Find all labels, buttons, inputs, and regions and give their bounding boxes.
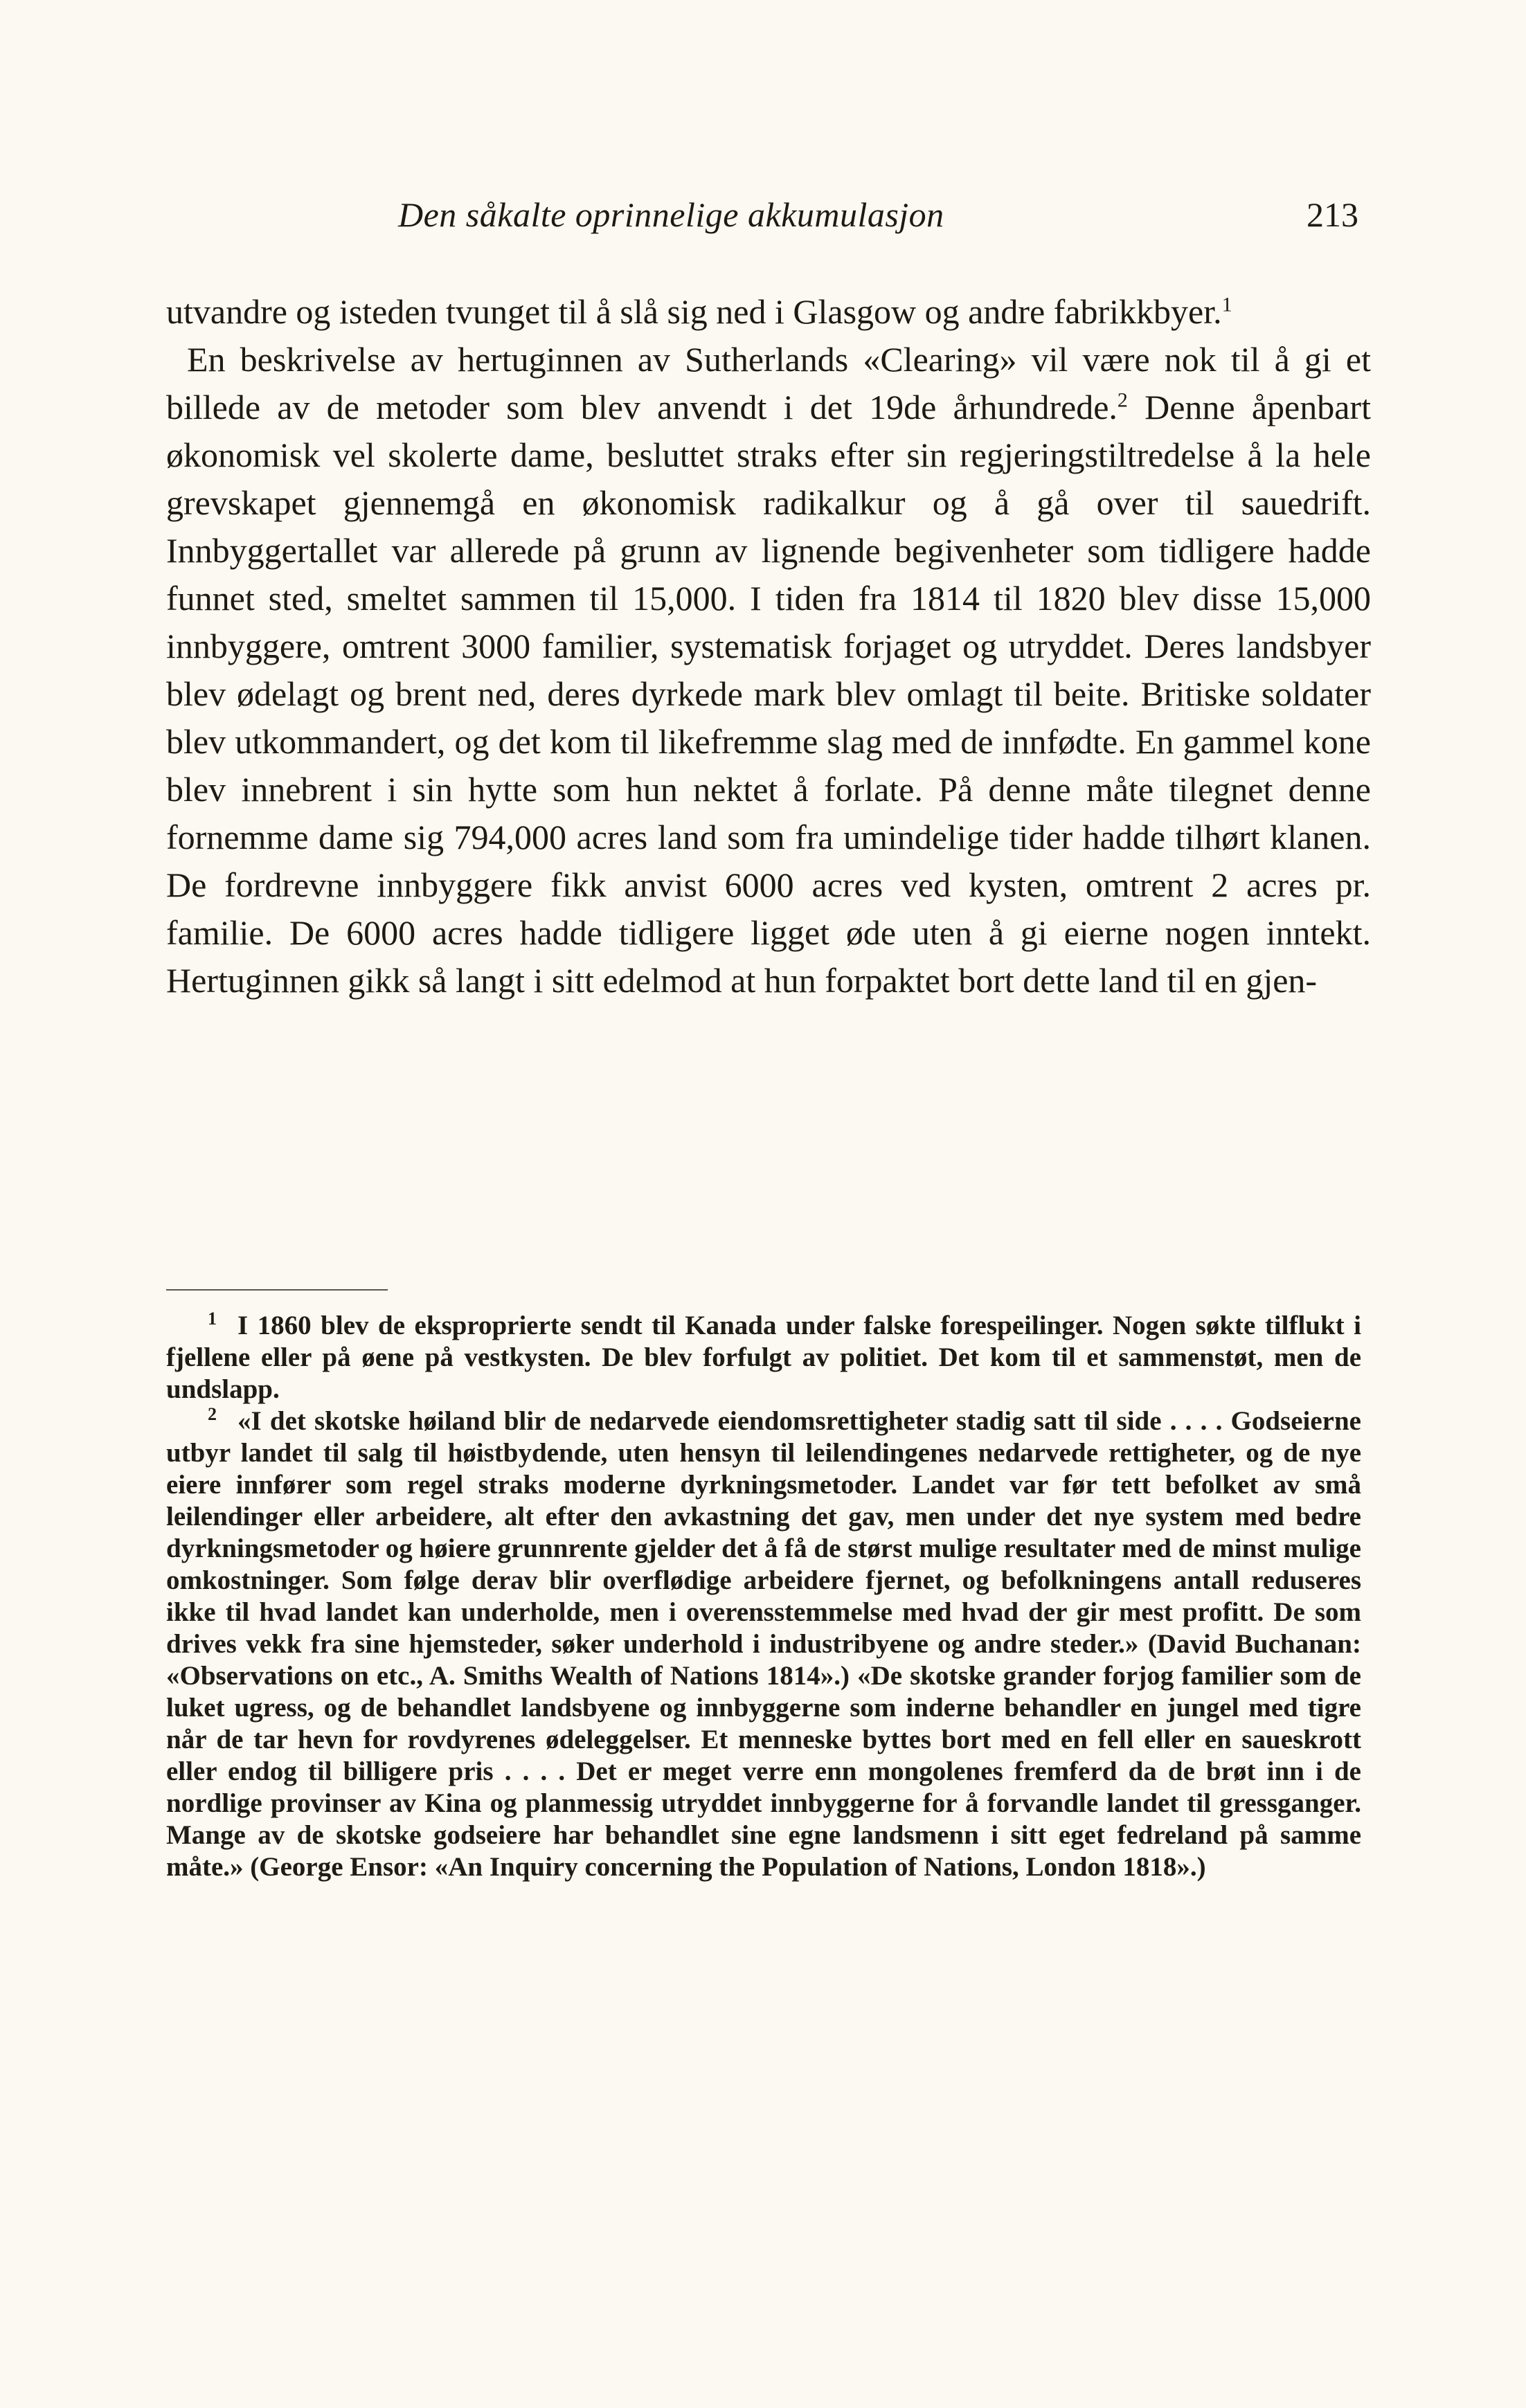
footnote-1 <box>166 1310 1361 1405</box>
footnote-2 <box>166 1405 1361 1883</box>
paragraph-1 <box>166 288 1371 336</box>
footnote-ref-2: 2 <box>1117 388 1128 412</box>
paragraph-2-text-a: En beskrivelse av hertuginnen av Sutherlands «Clearing» vil være nok til å gi et billede av de metoder som blev anvendt i det 19de århundrede. <box>166 340 1371 426</box>
paragraph-2 <box>166 336 1371 1005</box>
footnote-divider <box>166 1289 388 1291</box>
footnotes <box>166 1310 1361 1883</box>
footnote-2-number: 2 <box>208 1404 217 1424</box>
paragraph-2-text-b: Denne åpenbart økonomisk vel skolerte dame, besluttet straks efter sin regjeringstiltredelse å la hele grevskapet gjennemgå en økonomisk radikalkur og å gå over til sauedrift. Innbyggertallet var allerede på grunn av lignende begivenheter som tidligere hadde funnet sted, smeltet sammen til 15,000. I tiden fra 1814 til 1820 blev disse 15,000 innbyggere, omtrent 3000 familier, systematisk forjaget og utryddet. Deres landsbyer blev ødelagt og brent ned, deres dyrkede mark blev omlagt til beite. Britiske soldater blev utkommandert, og det kom til likefremme slag med de innfødte. En gammel kone blev innebrent i sin hytte som hun nektet å forlate. På denne måte tilegnet denne fornemme dame sig 794,000 acres land som fra umindelige tider hadde tilhørt klanen. De fordrevne innbyggere fikk anvist 6000 acres ved kysten, omtrent 2 acres pr. familie. De 6000 acres hadde tidligere ligget øde uten å gi eierne nogen inntekt. Hertuginnen gikk så langt i sitt edelmod at hun forpaktet bort dette land til en gjen- <box>166 388 1371 1000</box>
page-header <box>166 194 1358 242</box>
footnote-1-number: 1 <box>208 1309 217 1329</box>
running-title: Den såkalte oprinnelige akkumulasjon <box>398 195 944 234</box>
page-number: 213 <box>1307 195 1358 234</box>
footnote-1-text: I 1860 blev de eksproprierte sendt til Kanada under falske forespeilinger. Nogen søkte tilflukt i fjellene eller på øene på vestkysten. De blev forfulgt av politiet. Det kom til et sammenstøt, men de undslapp. <box>166 1311 1361 1404</box>
paragraph-1-text: utvandre og isteden tvunget til å slå sig ned i Glasgow og andre fabrikkbyer. <box>166 292 1222 331</box>
footnote-ref-1: 1 <box>1221 293 1232 316</box>
footnote-2-text: «I det skotske høiland blir de nedarvede eiendomsrettigheter stadig satt til side . . . . Godseierne utbyr landet til salg til høistbydende, uten hensyn til leilendingenes nedarvede rettigheter, og de nye eiere innfører som regel straks moderne dyrkningsmetoder. Landet var før tett befolket av små leilendinger eller arbeidere, alt efter den avkastning det gav, men under det nye system med bedre dyrkningsmetoder og høiere grunnrente gjelder det å få de størst mulige resultater med de minst mulige omkostninger. Som følge derav blir overflødige arbeidere fjernet, og befolkningens antall reduseres ikke til hvad landet kan underholde, men i overensstemmelse med hvad der gir mest profitt. De som drives vekk fra sine hjemsteder, søker underhold i industribyene og andre steder.» (David Buchanan: «Observations on etc., A. Smiths Wealth of Nations 1814».) «De skotske grander forjog familier som de luket ugress, og de behandlet landsbyene og innbyggerne som inderne behandler en jungel med tigre når de tar hevn for rovdyrenes ødeleggelser. Et menneske byttes bort med en fell eller en saueskrott eller endog til billigere pris . . . . Det er meget verre enn mongolenes fremferd da de brøt inn i de nordlige provinser av Kina og planmessig utryddet innbyggerne for å forvandle landet til gressganger. Mange av de skotske godseiere har behandlet sine egne landsmenn i sitt eget fedreland på samme måte.» (George Ensor: «An Inquiry concerning the Population of Nations, London 1818».) <box>166 1406 1361 1882</box>
main-text <box>166 288 1371 1005</box>
